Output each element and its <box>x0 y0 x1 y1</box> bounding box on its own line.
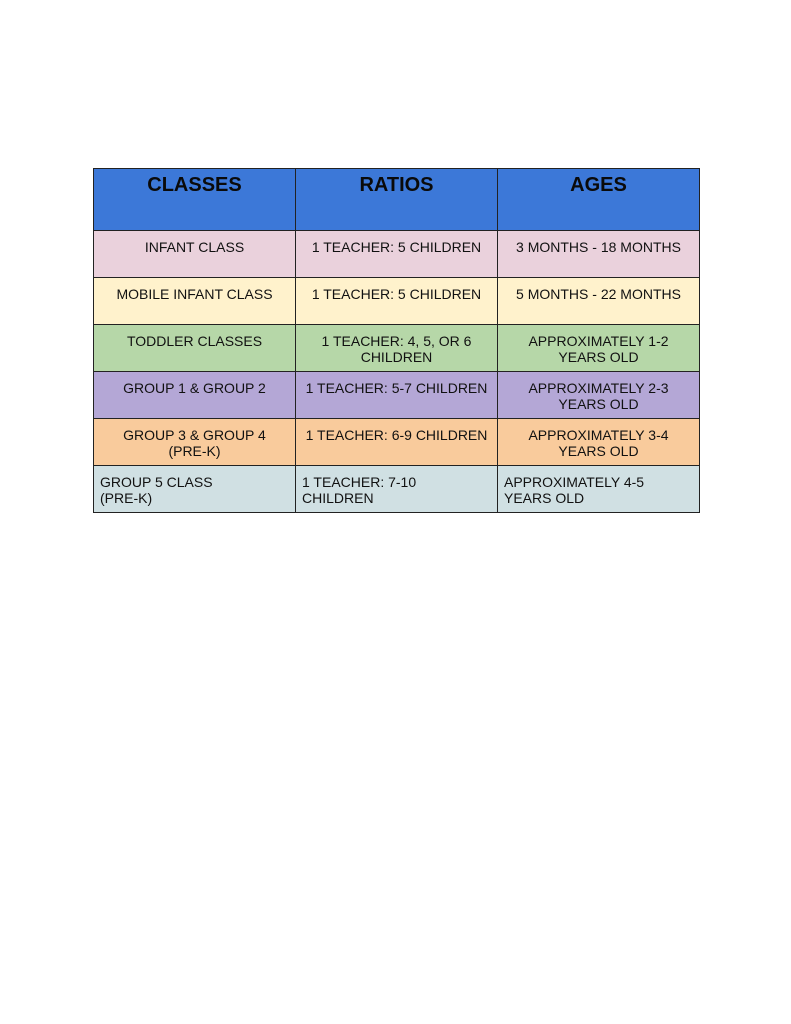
ratio-cell <box>296 278 498 325</box>
class-cell-text: GROUP 3 & GROUP 4 (PRE-K) <box>123 427 266 459</box>
ratio-cell <box>296 419 498 466</box>
class-cell <box>94 231 296 278</box>
class-cell <box>94 419 296 466</box>
class-cell-text: MOBILE INFANT CLASS <box>116 286 273 302</box>
age-cell <box>498 325 700 372</box>
table-row <box>94 231 700 278</box>
class-ratio-table <box>93 168 700 513</box>
table-row <box>94 325 700 372</box>
header-ratios: RATIOS <box>296 169 498 231</box>
class-cell <box>94 325 296 372</box>
table-row <box>94 419 700 466</box>
age-cell-text: APPROXIMATELY 2-3 YEARS OLD <box>528 380 669 412</box>
table-row <box>94 372 700 419</box>
class-cell-text: GROUP 5 CLASS (PRE-K) <box>100 474 213 506</box>
age-cell-text: 3 MONTHS - 18 MONTHS <box>516 239 681 255</box>
table-row <box>94 278 700 325</box>
ratio-cell <box>296 231 498 278</box>
class-cell-text: GROUP 1 & GROUP 2 <box>123 380 266 396</box>
header-row <box>94 169 700 231</box>
ratio-cell-text: 1 TEACHER: 7-10 CHILDREN <box>302 474 417 506</box>
age-cell <box>498 466 700 513</box>
header-ages: AGES <box>498 169 700 231</box>
ratio-cell-text: 1 TEACHER: 5 CHILDREN <box>311 286 482 302</box>
age-cell <box>498 419 700 466</box>
header-classes: CLASSES <box>94 169 296 231</box>
table-row <box>94 466 700 513</box>
age-cell <box>498 372 700 419</box>
ratio-cell-text: 1 TEACHER: 5 CHILDREN <box>311 239 482 255</box>
age-cell-text: 5 MONTHS - 22 MONTHS <box>516 286 681 302</box>
ratio-cell <box>296 372 498 419</box>
table-body <box>94 231 700 513</box>
class-cell <box>94 466 296 513</box>
age-cell-text: APPROXIMATELY 3-4 YEARS OLD <box>528 427 669 459</box>
ratio-cell-text: 1 TEACHER: 4, 5, OR 6 CHILDREN <box>321 333 472 365</box>
class-cell <box>94 372 296 419</box>
class-cell-text: TODDLER CLASSES <box>126 333 263 349</box>
ratio-cell <box>296 466 498 513</box>
age-cell-text: APPROXIMATELY 1-2 YEARS OLD <box>528 333 669 365</box>
ratio-cell-text: 1 TEACHER: 6-9 CHILDREN <box>305 427 488 443</box>
age-cell <box>498 278 700 325</box>
ratio-cell <box>296 325 498 372</box>
class-cell <box>94 278 296 325</box>
age-cell <box>498 231 700 278</box>
ratio-cell-text: 1 TEACHER: 5-7 CHILDREN <box>305 380 488 396</box>
age-cell-text: APPROXIMATELY 4-5 YEARS OLD <box>504 474 645 506</box>
class-cell-text: INFANT CLASS <box>144 239 245 255</box>
